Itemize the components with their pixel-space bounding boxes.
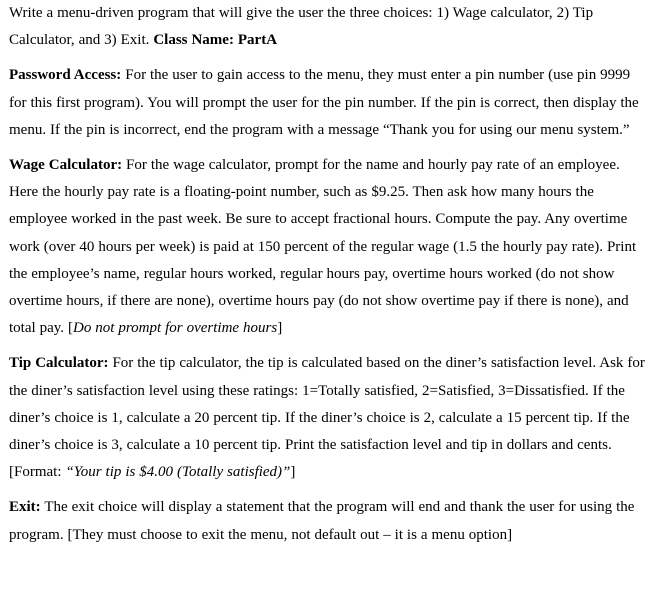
wage-paragraph — [9, 152, 645, 342]
password-heading: Password Access: — [9, 67, 122, 84]
paragraph-spacer — [9, 486, 645, 494]
paragraph-spacer — [9, 342, 645, 350]
wage-note: Do not prompt for overtime hours — [73, 320, 278, 337]
password-paragraph — [9, 62, 645, 144]
wage-text: For the wage calculator, prompt for the name and hourly pay rate of an employee. Here the hourly pay rate is a floating-point number, such as $9.25. Then ask how many hours the employee worked in the past week. Be sure to accept fractional hours. Compute the pay. Any overtime work (over 40 hours per week) is paid at 150 percent of the regular wage (1.5 the hourly pay rate). Print the employee’s name, regular hours worked, regular hours pay, overtime hours worked (do not show overtime hours, if there are none), overtime hours pay (do not show overtime pay if there is none), and total pay. [ — [9, 157, 637, 337]
intro-paragraph — [9, 0, 645, 54]
tip-format-example: “Your tip is $4.00 (Totally satisfied)” — [65, 464, 291, 481]
paragraph-spacer — [9, 54, 645, 62]
exit-text: The exit choice will display a statement that the program will end and thank the user for using the program. [They must choose to exit the menu, not default out – it is a menu option] — [9, 499, 635, 543]
exit-paragraph — [9, 494, 645, 548]
tip-text: For the tip calculator, the tip is calculated based on the diner’s satisfaction level. Ask for the diner’s satisfaction level using these ratings: 1=Totally satisfied, 2=Satisfied, 3=Dissatisfied. If the diner’s choice is 1, calculate a 20 percent tip. If the diner’s choice is 2, calculate a 15 percent tip. If the diner’s choice is 3, calculate a 10 percent tip. Print the satisfaction level and tip in dollars and cents. [Format: — [9, 355, 645, 481]
class-name-label: Class Name: PartA — [153, 32, 278, 49]
tip-paragraph — [9, 350, 645, 486]
exit-heading: Exit: — [9, 499, 41, 516]
password-text: For the user to gain access to the menu, they must enter a pin number (use pin 9999 for this first program). You will prompt the user for the pin number. If the pin is correct, then display the menu. If the pin is incorrect, end the program with a message “Thank you for using our menu system.” — [9, 67, 639, 138]
assignment-document — [9, 0, 645, 549]
intro-text: Write a menu-driven program that will give the user the three choices: 1) Wage calculator, 2) Tip Calculator, and 3) Exit. — [9, 5, 594, 49]
paragraph-spacer — [9, 144, 645, 152]
wage-heading: Wage Calculator: — [9, 157, 123, 174]
wage-close-bracket: ] — [277, 320, 283, 337]
tip-close-bracket: ] — [290, 464, 296, 481]
tip-heading: Tip Calculator: — [9, 355, 109, 372]
